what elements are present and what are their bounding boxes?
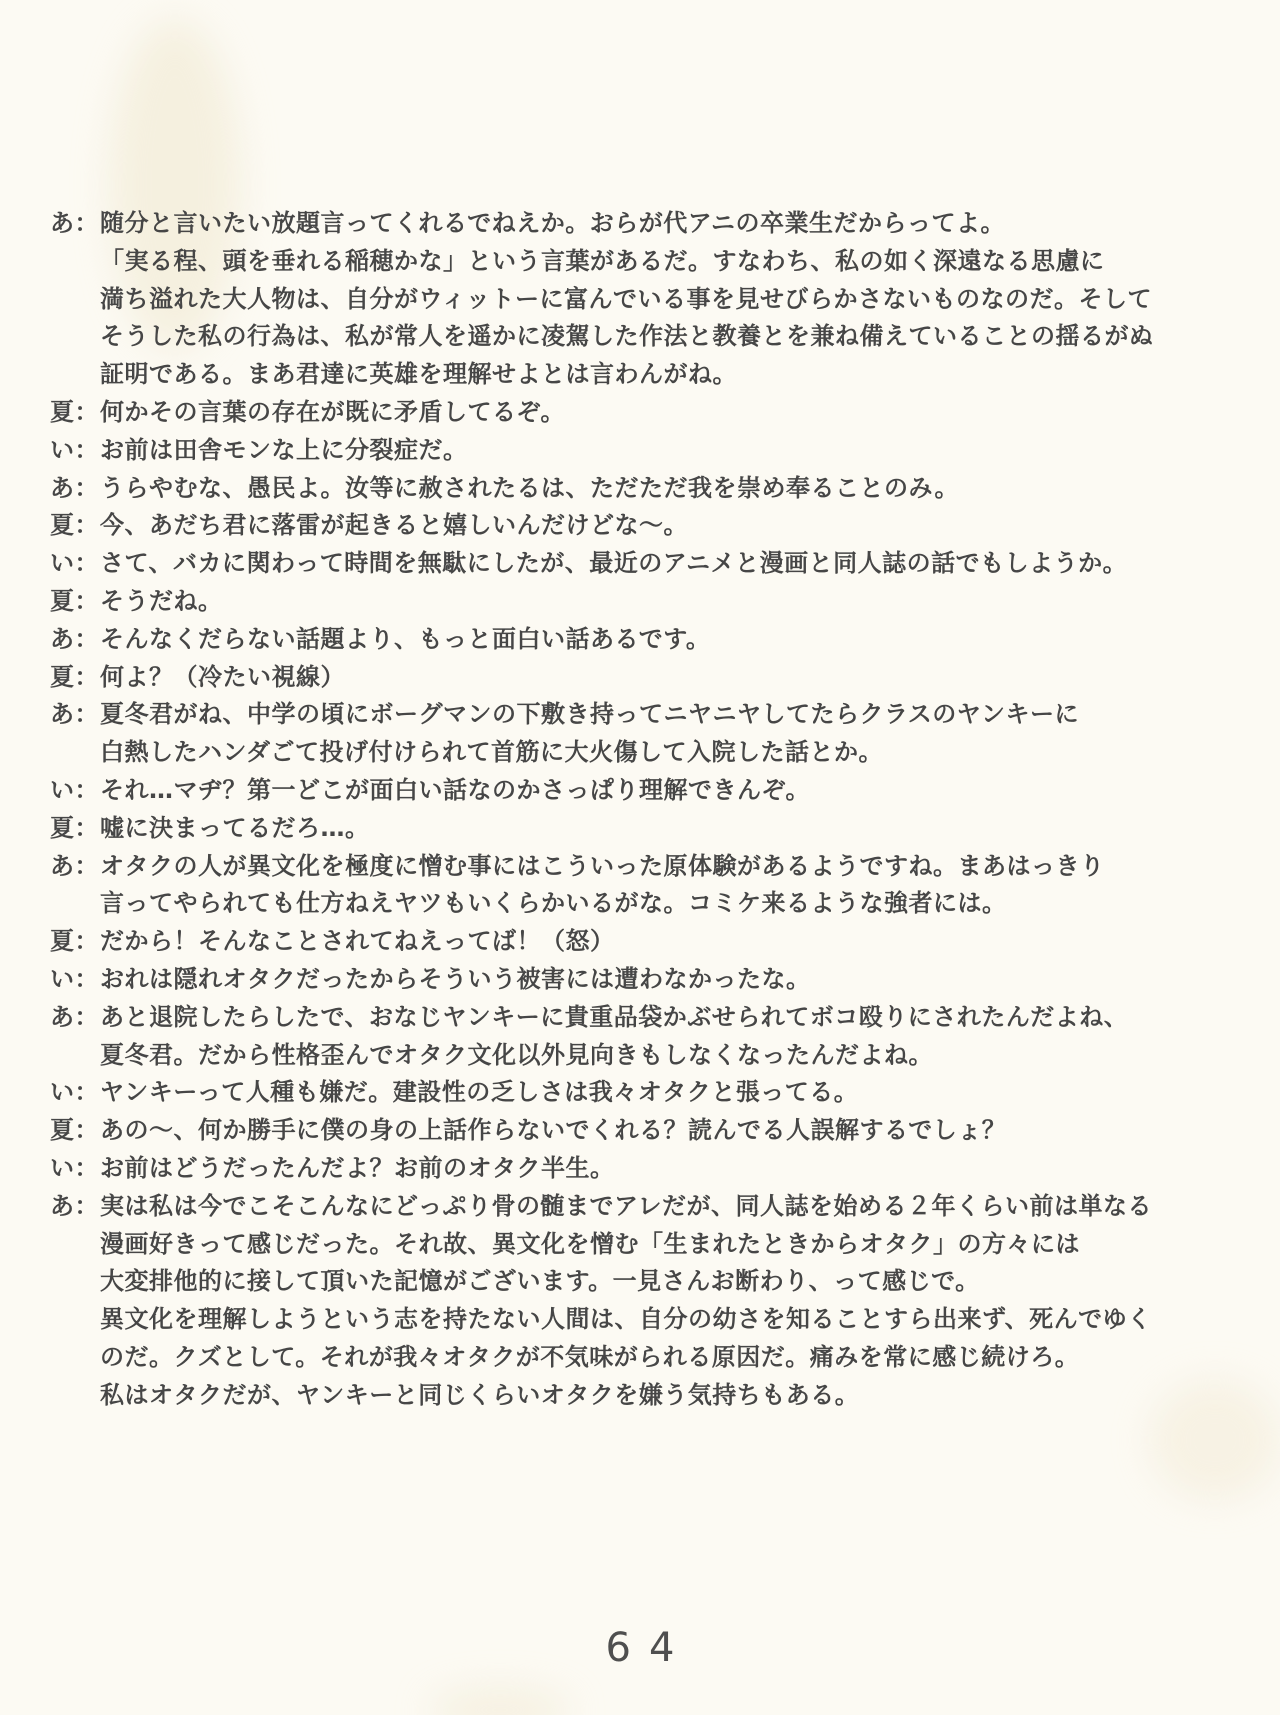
speaker-label — [50, 1037, 100, 1075]
speaker-label: 夏： — [50, 927, 99, 956]
dialogue-line — [50, 1150, 1235, 1188]
speaker-label — [50, 1339, 100, 1377]
speaker-label: あ： — [50, 851, 99, 880]
speaker-label: あ： — [50, 209, 99, 237]
speaker-label: い： — [50, 435, 99, 464]
dialogue-text: 大変排他的に接して頂いた記憶がございます。一見さんお断わり、って感じで。 — [100, 1267, 980, 1296]
speaker-label — [50, 1377, 100, 1415]
speaker-label: 夏： — [50, 662, 99, 691]
speaker-label — [50, 885, 100, 923]
dialogue-line — [50, 1226, 1235, 1264]
dialogue-text: それ…マヂ？第一どこが面白い話なのかさっぱり理解できんぞ。 — [100, 775, 811, 804]
speaker-label: あ： — [50, 473, 99, 502]
dialogue-line — [50, 583, 1235, 621]
speaker-label — [50, 1301, 100, 1339]
dialogue-line — [50, 734, 1235, 772]
page-number: 64 — [605, 1625, 693, 1671]
dialogue-line — [50, 281, 1235, 319]
dialogue-text: 今、あだち君に落雷が起きると嬉しいんだけどな〜。 — [100, 511, 688, 540]
dialogue-text: 満ち溢れた大人物は、自分がウィットーに富んでいる事を見せびらかさないものなのだ。そして — [100, 284, 1153, 313]
dialogue-text: あと退院したらしたで、おなじヤンキーに貴重品袋かぶせられてボコ殴りにされたんだよね、 — [100, 1002, 1129, 1031]
speaker-label: あ： — [50, 1191, 99, 1220]
dialogue-text: ヤンキーって人種も嫌だ。建設性の乏しさは我々オタクと張ってる。 — [100, 1078, 859, 1107]
speaker-label: 夏： — [50, 511, 99, 540]
dialogue-line — [50, 772, 1235, 810]
speaker-label: 夏： — [50, 586, 99, 615]
dialogue-text: オタクの人が異文化を極度に憎む事にはこういった原体験があるようですね。まあはっきり — [100, 851, 1105, 880]
dialogue-line — [50, 1339, 1235, 1377]
speaker-label: 夏： — [50, 397, 99, 426]
dialogue-text: 何よ？（冷たい視線） — [100, 662, 345, 691]
dialogue-line — [50, 243, 1235, 281]
dialogue-block — [50, 205, 1235, 1415]
dialogue-line — [50, 1074, 1235, 1112]
dialogue-text: あの〜、何か勝手に僕の身の上話作らないでくれる？読んでる人誤解するでしょ？ — [100, 1116, 1007, 1145]
speaker-label: い： — [50, 549, 99, 578]
dialogue-line — [50, 1301, 1235, 1339]
speaker-label: あ： — [50, 1002, 99, 1031]
speaker-label — [50, 318, 100, 356]
dialogue-line — [50, 999, 1235, 1037]
dialogue-line — [50, 394, 1235, 432]
dialogue-line — [50, 810, 1235, 848]
dialogue-line — [50, 696, 1235, 734]
dialogue-line — [50, 1377, 1235, 1415]
dialogue-line — [50, 1037, 1235, 1075]
dialogue-line — [50, 318, 1235, 356]
dialogue-text: 「実る程、頭を垂れる稲穂かな」という言葉があるだ。すなわち、私の如く深遠なる思慮に — [100, 246, 1105, 275]
dialogue-line — [50, 507, 1235, 545]
speaker-label: い： — [50, 1153, 99, 1182]
dialogue-text: のだ。クズとして。それが我々オタクが不気味がられる原因だ。痛みを常に感じ続けろ。 — [100, 1342, 1080, 1371]
dialogue-line — [50, 659, 1235, 697]
dialogue-text: お前は田舎モンな上に分裂症だ。 — [100, 435, 468, 464]
dialogue-text: 随分と言いたい放題言ってくれるでねえか。おらが代アニの卒業生だからってよ。 — [100, 209, 1006, 237]
speaker-label — [50, 1226, 100, 1264]
dialogue-line — [50, 545, 1235, 583]
dialogue-text: そんなくだらない話題より、もっと面白い話あるです。 — [100, 624, 711, 653]
dialogue-text: だから！そんなことされてねえってば！（怒） — [100, 927, 615, 956]
dialogue-text: さて、バカに関わって時間を無駄にしたが、最近のアニメと漫画と同人誌の話でもしようか。 — [100, 549, 1128, 578]
dialogue-text: 実は私は今でこそこんなにどっぷり骨の髄までアレだが、同人誌を始める２年くらい前は単なる — [100, 1191, 1153, 1220]
dialogue-line — [50, 848, 1235, 886]
dialogue-line — [50, 470, 1235, 508]
dialogue-text: お前はどうだったんだよ？お前のオタク半生。 — [100, 1153, 615, 1182]
dialogue-line — [50, 961, 1235, 999]
speaker-label — [50, 243, 100, 281]
dialogue-line — [50, 205, 1235, 243]
dialogue-line — [50, 1263, 1235, 1301]
dialogue-line — [50, 1188, 1235, 1226]
dialogue-text: 夏冬君がね、中学の頃にボーグマンの下敷き持ってニヤニヤしてたらクラスのヤンキーに — [100, 700, 1080, 729]
dialogue-text: 嘘に決まってるだろ…。 — [100, 813, 370, 842]
speaker-label: 夏： — [50, 1116, 99, 1145]
speaker-label: い： — [50, 1078, 99, 1107]
dialogue-text: そうした私の行為は、私が常人を遥かに凌駕した作法と教養とを兼ね備えていることの揺るがぬ — [100, 322, 1154, 351]
dialogue-line — [50, 621, 1235, 659]
dialogue-text: 白熱したハンダごて投げ付けられて首筋に大火傷して入院した話とか。 — [100, 738, 884, 767]
speaker-label — [50, 734, 100, 772]
dialogue-text: 漫画好きって感じだった。それ故、異文化を憎む「生まれたときからオタク」の方々には — [100, 1229, 1080, 1258]
speaker-label: い： — [50, 775, 99, 804]
dialogue-line — [50, 923, 1235, 961]
dialogue-line — [50, 885, 1235, 923]
speaker-label: あ： — [50, 700, 99, 729]
dialogue-text: 言ってやられても仕方ねえヤツもいくらかいるがな。コミケ来るような強者には。 — [100, 889, 1007, 918]
dialogue-text: 異文化を理解しようという志を持たない人間は、自分の幼さを知ることすら出来ず、死んでゆく — [100, 1305, 1152, 1334]
dialogue-text: 夏冬君。だから性格歪んでオタク文化以外見向きもしなくなったんだよね。 — [100, 1040, 933, 1069]
speaker-label — [50, 281, 100, 319]
dialogue-line — [50, 432, 1235, 470]
dialogue-line — [50, 356, 1235, 394]
speaker-label — [50, 1263, 100, 1301]
dialogue-text: おれは隠れオタクだったからそういう被害には遭わなかったな。 — [100, 964, 811, 993]
speaker-label: い： — [50, 964, 99, 993]
dialogue-text: うらやむな、愚民よ。汝等に赦されたるは、ただただ我を崇め奉ることのみ。 — [100, 473, 959, 502]
dialogue-text: そうだね。 — [100, 586, 223, 615]
speaker-label — [50, 356, 100, 394]
dialogue-line — [50, 1112, 1235, 1150]
speaker-label: 夏： — [50, 813, 99, 842]
dialogue-text: 何かその言葉の存在が既に矛盾してるぞ。 — [100, 397, 566, 426]
dialogue-text: 私はオタクだが、ヤンキーと同じくらいオタクを嫌う気持ちもある。 — [100, 1380, 860, 1409]
dialogue-text: 証明である。まあ君達に英雄を理解せよとは言わんがね。 — [100, 360, 737, 389]
scan-artifact — [430, 1690, 570, 1715]
speaker-label: あ： — [50, 624, 99, 653]
